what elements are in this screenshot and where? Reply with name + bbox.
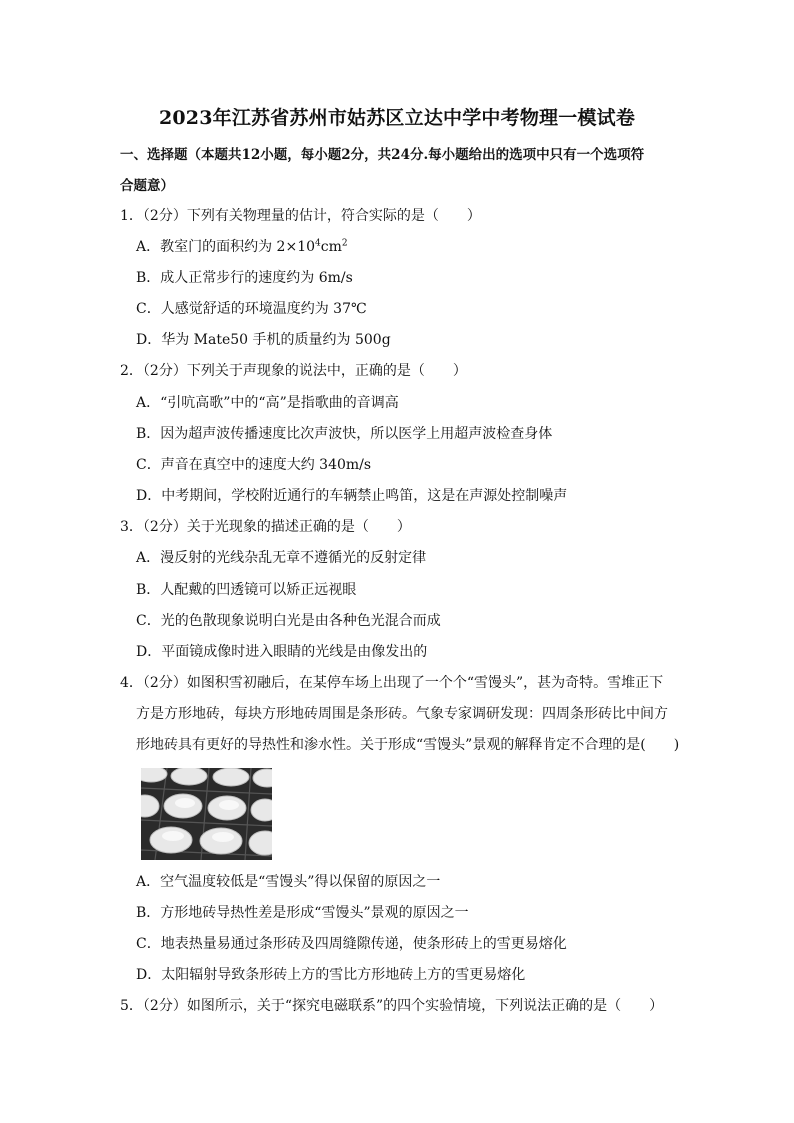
question-1-option-d: D．华为 Mate50 手机的质量约为 500g [136,332,391,348]
question-2-option-d: D．中考期间，学校附近通行的车辆禁止鸣笛，这是在声源处控制噪声 [136,488,568,504]
question-3-stem: 3．（2分）关于光现象的描述正确的是（ ） [120,519,411,535]
page-title: 2023年江苏省苏州市姑苏区立达中学中考物理一模试卷 [158,107,636,129]
question-4-option-a: A．空气温度较低是“雪馒头”得以保留的原因之一 [136,874,441,890]
option-a-text: A．教室门的面积约为 2×10 [136,239,316,255]
question-2-option-b: B．因为超声波传播速度比次声波快，所以医学上用超声波检查身体 [136,426,553,442]
question-3-option-d: D．平面镜成像时进入眼睛的光线是由像发出的 [136,644,428,660]
question-1-stem: 1．（2分）下列有关物理量的估计，符合实际的是（ ） [120,208,481,224]
question-3-option-b: B．人配戴的凹透镜可以矫正远视眼 [136,582,357,598]
question-2-option-c: C．声音在真空中的速度大约 340m/s [136,457,372,473]
question-1-option-a [136,237,676,257]
question-4-stem-line-3: 形地砖具有更好的导热性和渗水性。关于形成“雪馒头”景观的解释肯定不合理的是( ) [136,737,680,753]
question-4-stem: 4．（2分）如图积雪初融后，在某停车场上出现了一个个“雪馒头”，甚为奇特。雪堆正下 [120,675,664,691]
question-4-option-c: C．地表热量易通过条形砖及四周缝隙传递，使条形砖上的雪更易熔化 [136,936,567,952]
question-2-option-a: A．“引吭高歌”中的“高”是指歌曲的音调高 [136,395,399,411]
question-1-option-b: B．成人正常步行的速度约为 6m/s [136,270,353,286]
question-3-option-a: A．漫反射的光线杂乱无章不遵循光的反射定律 [136,550,427,566]
question-4-option-d: D．太阳辐射导致条形砖上方的雪比方形地砖上方的雪更易熔化 [136,967,526,983]
question-2-stem: 2．（2分）下列关于声现象的说法中，正确的是（ ） [120,363,467,379]
unit-cm: cm [320,239,342,255]
section-heading-line-1: 一、选择题（本题共12小题，每小题2分，共24分.每小题给出的选项中只有一个选项符 [120,147,645,163]
question-3-option-c: C．光的色散现象说明白光是由各种色光混合而成 [136,613,441,629]
question-4-stem-line-2: 方是方形地砖，每块方形地砖周围是条形砖。气象专家调研发现：四周条形砖比中间方 [136,706,668,722]
exponent-2: 2 [341,238,348,249]
exponent-4: 4 [315,238,321,249]
question-1-option-c: C．人感觉舒适的环境温度约为 37℃ [136,301,367,317]
question-5-stem: 5．（2分）如图所示，关于“探究电磁联系”的四个实验情境，下列说法正确的是（ ） [120,998,664,1014]
question-4-option-b: B．方形地砖导热性差是形成“雪馒头”景观的原因之一 [136,905,469,921]
section-heading-line-2: 合题意） [120,178,174,194]
snow-mound-photo [141,768,272,860]
